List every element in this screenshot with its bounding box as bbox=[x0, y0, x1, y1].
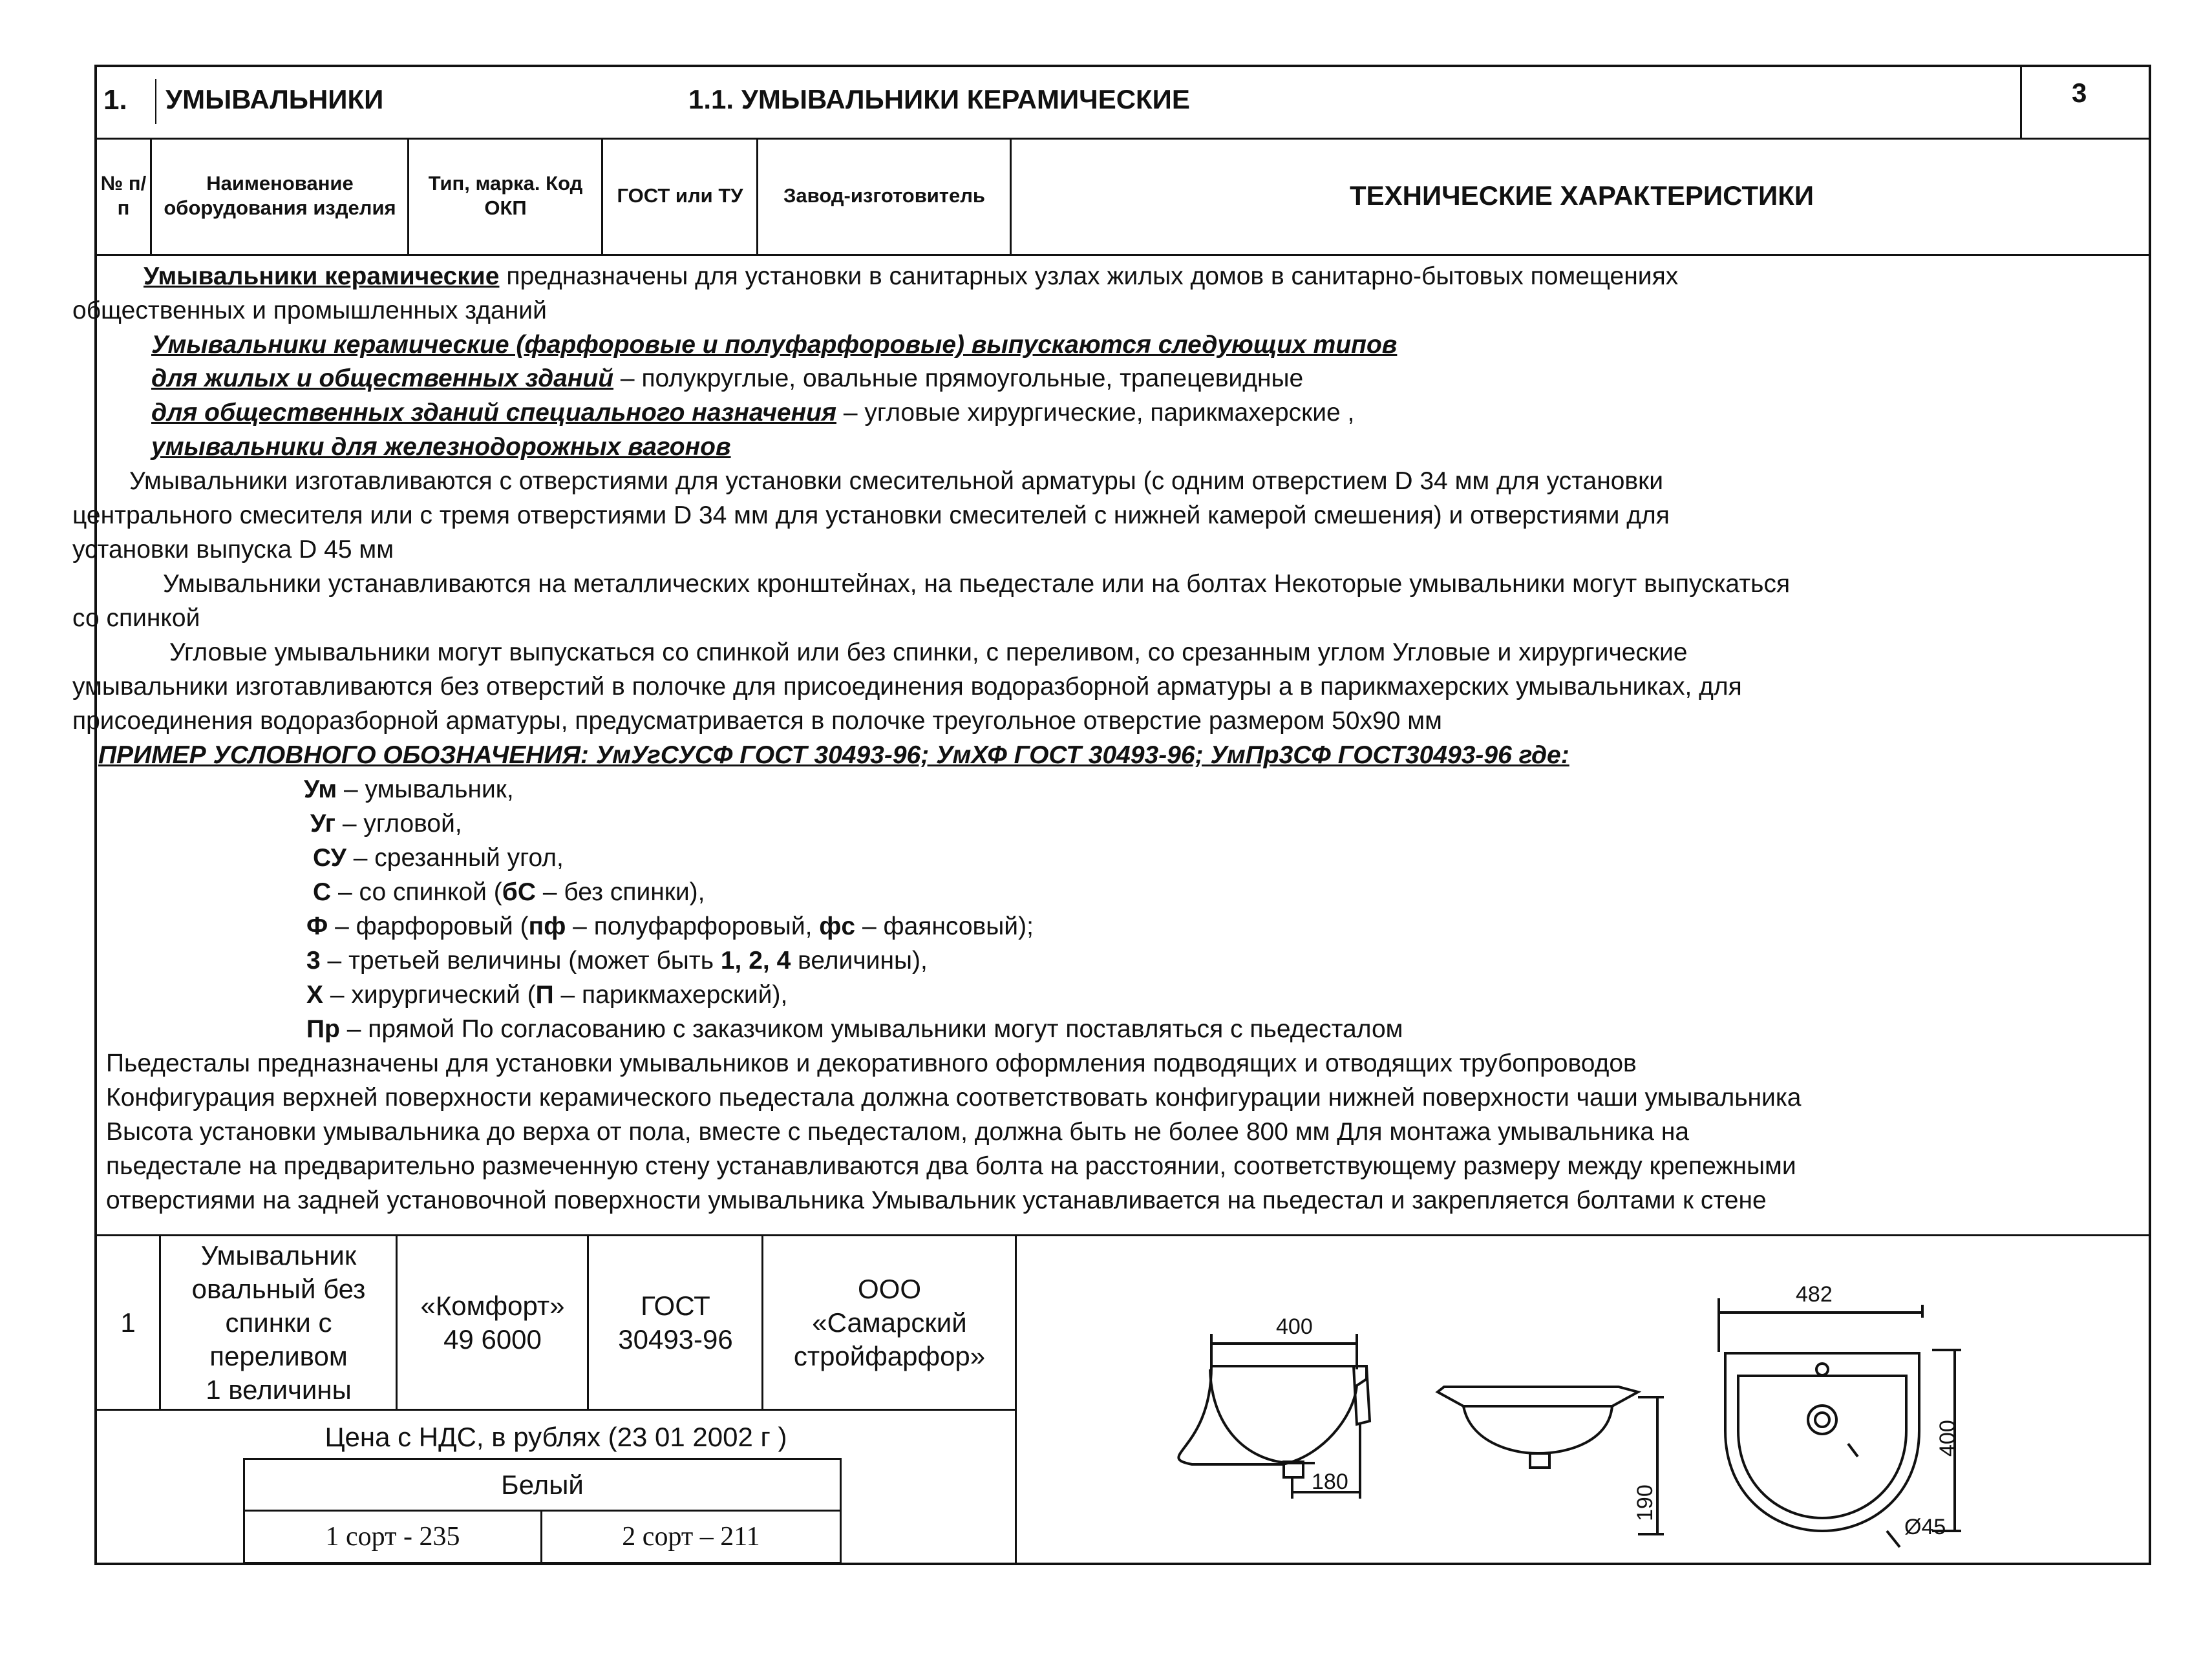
holes-line-2: центрального смесителя или с тремя отверстиями D 34 мм для установки смесителей с нижней камерой смешения) и отверстиями для bbox=[72, 501, 1670, 529]
col-divider-5 bbox=[1010, 138, 1012, 254]
col-header-type: Тип, марка. Код ОКП bbox=[428, 172, 583, 219]
pedestal-line-4: пьедестале на предварительно размеченную стену устанавливаются два болта на расстоянии, соответствующему размеру между крепежными bbox=[106, 1152, 1796, 1180]
product-maker-line: «Самарский bbox=[812, 1307, 967, 1338]
legend-code: Ф bbox=[306, 912, 328, 940]
pedestal-line-1: Пьедесталы предназначены для установки умывальников и декоративного оформления подводящих и отводящих трубопроводов bbox=[106, 1049, 1637, 1077]
type-line-1-lead: для жилых и общественных зданий bbox=[151, 364, 614, 392]
legend-code: бС bbox=[502, 878, 537, 906]
col-header-tech: ТЕХНИЧЕСКИЕ ХАРАКТЕРИСТИКИ bbox=[1349, 180, 1814, 211]
side-view-bowl bbox=[1210, 1369, 1315, 1463]
dim-400-side: 400 bbox=[1935, 1420, 1960, 1457]
front-view-drain bbox=[1530, 1453, 1549, 1468]
dim-400-top: 400 bbox=[1276, 1314, 1313, 1339]
legend-text: – прямой По согласованию с заказчиком умывальники могут поставляться с пьедесталом bbox=[339, 1015, 1403, 1043]
product-gost-line: ГОСТ bbox=[641, 1291, 710, 1321]
col-divider-4 bbox=[756, 138, 758, 254]
legend-text: – парикмахерский), bbox=[553, 981, 788, 1009]
product-divider-2 bbox=[396, 1234, 398, 1409]
page-number: 3 bbox=[2072, 78, 2087, 108]
legend-item bbox=[310, 807, 462, 841]
product-name bbox=[162, 1237, 396, 1409]
corner-line-2: умывальники изготавливаются без отверстий в полочке для присоединения водоразборной арматуры а в парикмахерских умывальниках, для bbox=[72, 673, 1742, 701]
legend-text: величины), bbox=[791, 947, 928, 975]
product-number: 1 bbox=[120, 1307, 136, 1338]
product-type-line: 49 6000 bbox=[443, 1324, 542, 1355]
legend-item bbox=[313, 875, 705, 909]
col-header-num: № п/п bbox=[100, 172, 147, 219]
mount-line-1: Умывальники устанавливаются на металлических кронштейнах, на пьедестале или на болтах Некоторые умывальники могут выпускаться bbox=[163, 570, 1791, 598]
product-row-top bbox=[94, 1234, 2151, 1236]
designation-example: ПРИМЕР УСЛОВНОГО ОБОЗНАЧЕНИЯ: УмУгСУСФ ГОСТ 30493-96; УмХФ ГОСТ 30493-96; УмПр3СФ ГОСТ30493-96 где: bbox=[98, 741, 1569, 769]
legend-text: – угловой, bbox=[335, 810, 462, 838]
product-gost-line: 30493-96 bbox=[618, 1324, 733, 1355]
col-header-name: Наименование оборудования изделия bbox=[164, 172, 396, 219]
legend-text: – полуфарфоровый, bbox=[566, 912, 820, 940]
product-row-bottom bbox=[94, 1409, 1015, 1411]
type-line-3: умывальники для железнодорожных вагонов bbox=[151, 433, 731, 461]
legend-code: 3 bbox=[306, 947, 321, 975]
pedestal-line-3: Высота установки умывальника до верха от пола, вместе с пьедесталом, должна быть не более 800 мм Для монтажа умывальника на bbox=[106, 1118, 1690, 1146]
legend-code: фс bbox=[819, 912, 856, 940]
faucet-hole bbox=[1816, 1364, 1828, 1375]
legend-text: – фаянсовый); bbox=[855, 912, 1034, 940]
product-type bbox=[398, 1237, 587, 1409]
product-type-line: «Комфорт» bbox=[420, 1291, 565, 1321]
product-name-line: овальный без bbox=[191, 1274, 366, 1304]
subsection-title: 1.1. УМЫВАЛЬНИКИ КЕРАМИЧЕСКИЕ bbox=[688, 84, 1190, 114]
product-maker-line: стройфарфор» bbox=[793, 1341, 986, 1371]
corner-line-1: Угловые умывальники могут выпускаться со спинкой или без спинки, с переливом, со срезанным углом Угловые и хирургические bbox=[169, 638, 1688, 666]
type-line-2 bbox=[151, 395, 1354, 430]
product-divider-1 bbox=[159, 1234, 161, 1409]
holes-line-1: Умывальники изготавливаются с отверстиями для установки смесительной арматуры (с одним отверстием D 34 мм для установки bbox=[129, 467, 1663, 495]
price-color: Белый bbox=[501, 1469, 584, 1500]
legend-item bbox=[306, 1012, 1403, 1046]
product-maker bbox=[764, 1237, 1015, 1409]
front-view-bowl bbox=[1463, 1406, 1612, 1453]
product-gost bbox=[590, 1237, 761, 1409]
intro-paragraph-1 bbox=[144, 259, 1678, 293]
top-view-outline bbox=[1725, 1353, 1919, 1531]
type-line-2-rest: – угловые хирургические, парикмахерские , bbox=[836, 399, 1355, 427]
legend-code: Х bbox=[306, 981, 324, 1009]
front-view-rim bbox=[1438, 1387, 1638, 1406]
page-number-divider bbox=[2020, 65, 2022, 138]
top-view-bowl bbox=[1738, 1376, 1906, 1518]
price-caption: Цена с НДС, в рублях (23 01 2002 г ) bbox=[324, 1422, 787, 1452]
mount-line-2: со спинкой bbox=[72, 604, 200, 632]
price-sort-2: 2 сорт – 211 bbox=[622, 1522, 760, 1552]
legend-text: – без спинки), bbox=[536, 878, 705, 906]
legend-item bbox=[304, 772, 514, 807]
type-line-1 bbox=[151, 361, 1303, 395]
col-divider-1 bbox=[150, 138, 152, 254]
d45-leader bbox=[1848, 1444, 1858, 1457]
product-maker-line: ООО bbox=[857, 1274, 921, 1304]
legend-code: Ум bbox=[304, 775, 337, 803]
intro-paragraph-1-line-2: общественных и промышленных зданий bbox=[72, 297, 547, 324]
corner-line-3: присоединения водоразборной арматуры, предусматривается в полочке треугольное отверстие размером 50х90 мм bbox=[72, 707, 1442, 735]
product-divider-3 bbox=[587, 1234, 589, 1409]
dim-482: 482 bbox=[1796, 1282, 1833, 1307]
legend-text: – третьей величины (может быть bbox=[320, 947, 721, 975]
legend-item bbox=[306, 978, 787, 1012]
price-sort-1: 1 сорт - 235 bbox=[325, 1522, 460, 1552]
legend-code: П bbox=[535, 981, 554, 1009]
section-title: УМЫВАЛЬНИКИ bbox=[165, 84, 384, 114]
col-header-gost: ГОСТ или ТУ bbox=[617, 184, 743, 207]
dim-190: 190 bbox=[1633, 1484, 1657, 1521]
intro-rest: предназначены для установки в санитарных узлах жилых домов в санитарно-бытовых помещениях bbox=[499, 262, 1679, 290]
dim-d45: Ø45 bbox=[1904, 1515, 1946, 1539]
legend-text: – срезанный угол, bbox=[346, 844, 564, 872]
product-name-line: 1 величины bbox=[206, 1375, 352, 1405]
legend-code: С bbox=[313, 878, 332, 906]
dim-180: 180 bbox=[1312, 1470, 1348, 1494]
product-divider-5 bbox=[1015, 1234, 1017, 1565]
legend-item bbox=[306, 909, 1034, 944]
legend-text: – хирургический ( bbox=[323, 981, 536, 1009]
legend-item bbox=[313, 841, 564, 875]
types-heading: Умывальники керамические (фарфоровые и полуфарфоровые) выпускаются следующих типов bbox=[151, 331, 1398, 359]
pedestal-line-2: Конфигурация верхней поверхности керамического пьедестала должна соответствовать конфигурации нижней поверхности чаши умывальника bbox=[106, 1084, 1802, 1112]
intro-lead: Умывальники керамические bbox=[144, 262, 500, 290]
pedestal-line-5: отверстиями на задней установочной поверхности умывальника Умывальник устанавливается на пьедестал и закрепляется болтами к стене bbox=[106, 1186, 1767, 1214]
product-name-line: спинки с bbox=[225, 1307, 332, 1338]
legend-code: Пр bbox=[306, 1015, 340, 1043]
legend-code: Уг bbox=[310, 810, 336, 838]
type-line-1-rest: – полукруглые, овальные прямоугольные, трапецевидные bbox=[613, 364, 1304, 392]
legend-text: – фарфоровый ( bbox=[328, 912, 529, 940]
col-divider-3 bbox=[601, 138, 603, 254]
holes-line-3: установки выпуска D 45 мм bbox=[72, 536, 394, 564]
legend-text: – со спинкой ( bbox=[331, 878, 502, 906]
drain-hole-outer bbox=[1808, 1406, 1836, 1434]
product-name-line: Умывальник bbox=[200, 1240, 357, 1271]
product-name-line: переливом bbox=[209, 1341, 348, 1371]
legend-code: СУ bbox=[313, 844, 346, 872]
washbasin-drawing bbox=[1017, 1237, 2149, 1563]
col-divider-2 bbox=[407, 138, 409, 254]
side-view-outline bbox=[1178, 1366, 1367, 1464]
legend-code: 1, 2, 4 bbox=[720, 947, 791, 975]
product-divider-4 bbox=[761, 1234, 763, 1409]
column-header-divider bbox=[94, 254, 2151, 256]
col-header-maker: Завод-изготовитель bbox=[783, 184, 985, 207]
drain-hole-inner bbox=[1815, 1413, 1829, 1427]
side-view-wall bbox=[1354, 1366, 1370, 1424]
legend-text: – умывальник, bbox=[337, 775, 514, 803]
type-line-2-lead: для общественных зданий специального назначения bbox=[151, 399, 836, 427]
section-number: 1. bbox=[103, 84, 127, 116]
section-num-divider bbox=[155, 79, 156, 124]
legend-code: пф bbox=[528, 912, 566, 940]
legend-item bbox=[306, 944, 928, 978]
